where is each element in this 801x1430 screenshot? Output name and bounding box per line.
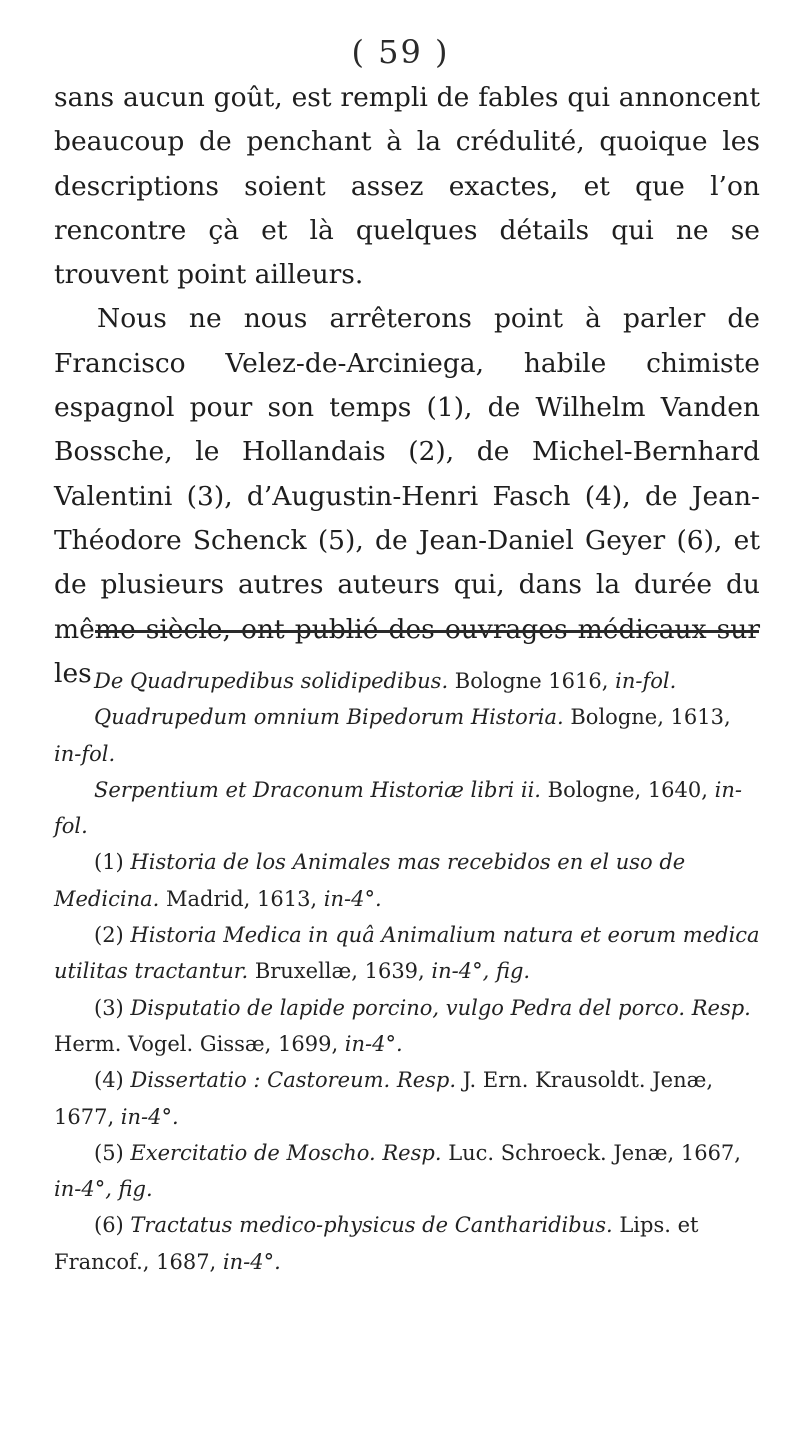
footnote-4: (4) Dissertatio : Castoreum. Resp. J. Ern. Krausoldt. Jenæ, 1677, in-4°. <box>54 1068 714 1129</box>
paragraph-continuation: sans aucun goût, est rempli de fables qui annoncent beaucoup de penchant à la crédulité, quoique les descriptions soient assez exactes, et que l’on rencontre çà et là quelques détails qui ne se trouvent point ailleurs. <box>54 82 760 291</box>
bibliographic-note: Serpentium et Draconum Historiæ libri ii. Bologne, 1640, in-fol. <box>54 777 742 839</box>
footnote-1: (1) Historia de los Animales mas recebidos en el uso de Medicina. Madrid, 1613, in-4°. <box>54 850 686 911</box>
main-text <box>54 76 760 696</box>
page-number: ( 59 ) <box>351 33 450 71</box>
footnote-5: (5) Exercitatio de Moscho. Resp. Luc. Schroeck. Jenæ, 1667, in-4°, fig. <box>54 1140 741 1202</box>
bibliographic-note: Quadrupedum omnium Bipedorum Historia. Bologne, 1613, in-fol. <box>54 705 731 766</box>
footnote-3: (3) Disputatio de lapide porcino, vulgo Pedra del porco. Resp. Herm. Vogel. Gissæ, 1699, in-4°. <box>54 995 751 1056</box>
bibliographic-note: De Quadrupedibus solidipedibus. Bologne 1616, in-fol. <box>94 669 677 693</box>
footnotes <box>54 663 764 1280</box>
footnote-2: (2) Historia Medica in quâ Animalium natura et eorum medica utilitas tractantur. Bruxellæ, 1639, in-4°, fig. <box>54 923 760 984</box>
paragraph-authors: Nous ne nous arrêterons point à parler de Francisco Velez-de-Arciniega, habile chimiste espagnol pour son temps (1), de Wilhelm Vanden Bossche, le Hollandais (2), de Michel-Bernhard Valentini (3), d’Augustin-Henri Fasch (4), de Jean-Théodore Schenck (5), de Jean-Daniel Geyer (6), et de plusieurs autres auteurs qui, dans la durée du même siècle, ont publié des ouvrages médicaux sur les <box>54 303 760 689</box>
footnote-separator <box>95 630 759 633</box>
footnote-6: (6) Tractatus medico-physicus de Cantharidibus. Lips. et Francof., 1687, in-4°. <box>54 1213 699 1274</box>
